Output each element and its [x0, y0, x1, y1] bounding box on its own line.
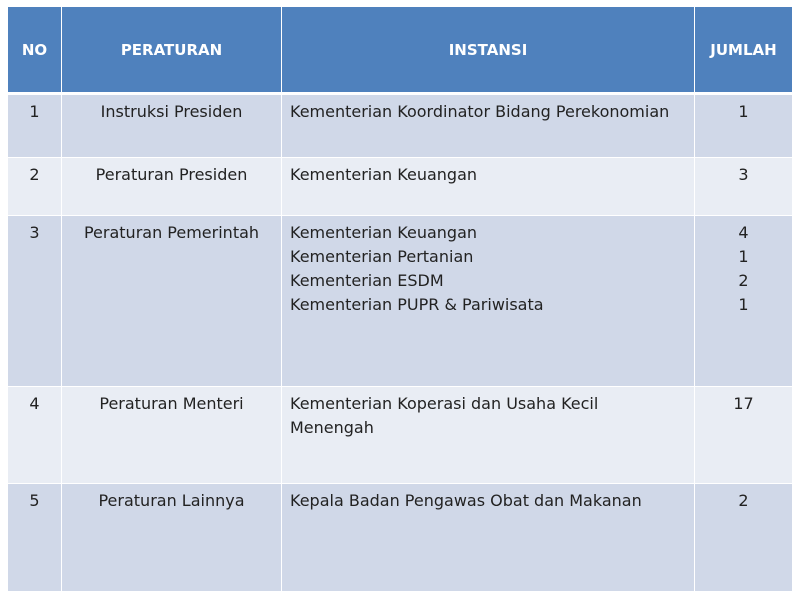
jumlah-line: 1	[738, 247, 749, 266]
cell-peraturan: Peraturan Pemerintah	[62, 216, 282, 387]
cell-no: 3	[8, 216, 62, 387]
jumlah-line: 3	[738, 165, 749, 184]
instansi-line: Kepala Badan Pengawas Obat dan Makanan	[290, 491, 642, 510]
header-instansi: INSTANSI	[282, 7, 695, 94]
cell-peraturan: Peraturan Presiden	[62, 158, 282, 216]
regulation-table-container	[7, 6, 792, 591]
instansi-line: Kementerian ESDM	[290, 271, 444, 290]
cell-no: 5	[8, 484, 62, 592]
table-row	[8, 387, 793, 484]
jumlah-line: 1	[738, 102, 749, 121]
cell-no: 2	[8, 158, 62, 216]
table-row	[8, 94, 793, 158]
cell-jumlah	[695, 216, 793, 387]
cell-instansi	[282, 158, 695, 216]
table-row	[8, 158, 793, 216]
cell-instansi	[282, 387, 695, 484]
table-row	[8, 484, 793, 592]
instansi-line: Kementerian PUPR & Pariwisata	[290, 295, 544, 314]
regulation-table	[7, 6, 793, 592]
instansi-line: Kementerian Koperasi dan Usaha Kecil	[290, 394, 599, 413]
cell-no: 1	[8, 94, 62, 158]
header-peraturan: PERATURAN	[62, 7, 282, 94]
cell-peraturan: Instruksi Presiden	[62, 94, 282, 158]
jumlah-line: 2	[738, 271, 749, 290]
jumlah-line: 1	[738, 295, 749, 314]
jumlah-line: 2	[738, 491, 749, 510]
jumlah-line: 17	[733, 394, 754, 413]
cell-instansi	[282, 94, 695, 158]
jumlah-line: 4	[738, 223, 749, 242]
cell-jumlah	[695, 158, 793, 216]
instansi-line: Kementerian Pertanian	[290, 247, 474, 266]
table-header-row	[8, 7, 793, 94]
table-row	[8, 216, 793, 387]
cell-jumlah	[695, 484, 793, 592]
instansi-line: Kementerian Koordinator Bidang Perekonomian	[290, 102, 670, 121]
cell-instansi	[282, 484, 695, 592]
cell-jumlah	[695, 94, 793, 158]
instansi-line: Kementerian Keuangan	[290, 223, 478, 242]
cell-peraturan: Peraturan Menteri	[62, 387, 282, 484]
cell-jumlah	[695, 387, 793, 484]
cell-no: 4	[8, 387, 62, 484]
header-jumlah: JUMLAH	[695, 7, 793, 94]
header-no: NO	[8, 7, 62, 94]
instansi-line: Menengah	[290, 418, 374, 437]
cell-instansi	[282, 216, 695, 387]
cell-peraturan: Peraturan Lainnya	[62, 484, 282, 592]
instansi-line: Kementerian Keuangan	[290, 165, 478, 184]
